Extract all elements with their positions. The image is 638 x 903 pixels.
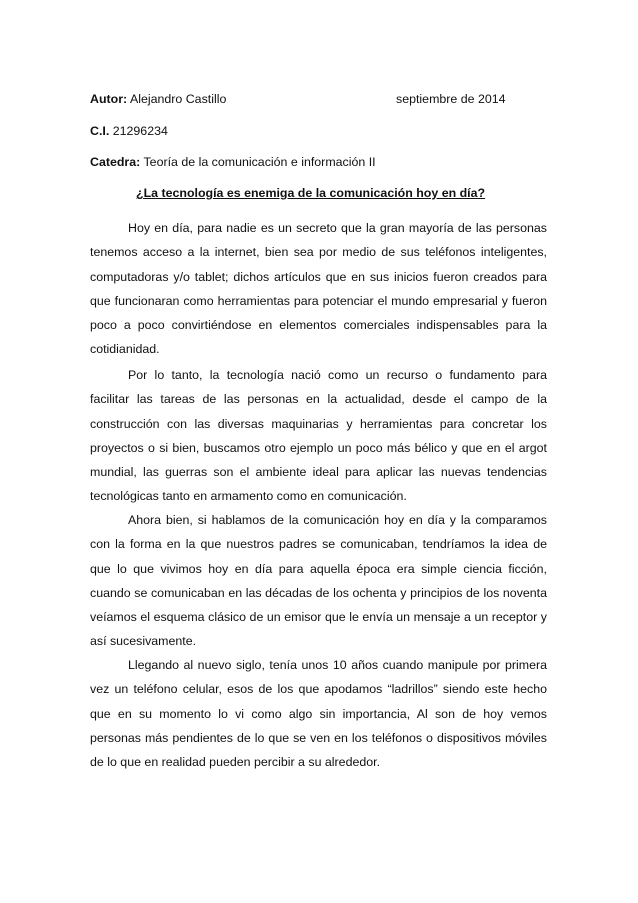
id-line — [90, 124, 168, 138]
document-date: septiembre de 2014 — [396, 92, 506, 106]
body-paragraph-3: Ahora bien, si hablamos de la comunicación hoy en día y la comparamos con la forma en la que nuestros padres se comunicaban, tendríamos la idea de que lo que vivimos hoy en día para aquella época era simple ciencia ficción, cuando se comunicaban en las décadas de los ochenta y principios de los noventa veíamos el esquema clásico de un emisor que le envía un mensaje a un receptor y así sucesivamente. — [90, 513, 547, 649]
body-paragraph-2: Por lo tanto, la tecnología nació como un recurso o fundamento para facilitar las tareas de las personas en la actualidad, desde el campo de la construcción con las diversas maquinarias y herramientas para concretar los proyectos o si bien, buscamos otro ejemplo un poco más bélico y que en el argot mundial, las guerras son el ambiente ideal para aplicar las nuevas tendencias tecnológicas tanto en armamento como en comunicación. — [90, 368, 547, 504]
document-title: ¿La tecnología es enemiga de la comunicación hoy en día? — [136, 186, 486, 200]
id-number: 21296234 — [112, 124, 168, 138]
author-line — [90, 92, 226, 106]
course-label: Catedra: — [90, 155, 141, 169]
course-name: Teoría de la comunicación e información II — [143, 155, 376, 169]
course-line — [90, 155, 376, 169]
body-paragraph-1: Hoy en día, para nadie es un secreto que la gran mayoría de las personas tenemos acceso a la internet, bien sea por medio de sus teléfonos inteligentes, computadoras y/o tablet; dichos artículos que en sus inicios fueron creados para que funcionaran como herramientas para potenciar el mundo empresarial y fueron poco a poco convirtiéndose en elementos comerciales indispensables para la cotidianidad. — [90, 221, 547, 357]
body-paragraph-4: Llegando al nuevo siglo, tenía unos 10 años cuando manipule por primera vez un teléfono celular, esos de los que apodamos “ladrillos” siendo este hecho que en su momento lo vi como algo sin importancia, Al son de hoy vemos personas más pendientes de lo que se ven en los teléfonos o dispositivos móviles de lo que en realidad pueden percibir a su alrededor. — [90, 658, 547, 770]
author-name: Alejandro Castillo — [129, 92, 227, 106]
author-label: Autor: — [90, 92, 128, 106]
id-label: C.I. — [90, 124, 110, 138]
